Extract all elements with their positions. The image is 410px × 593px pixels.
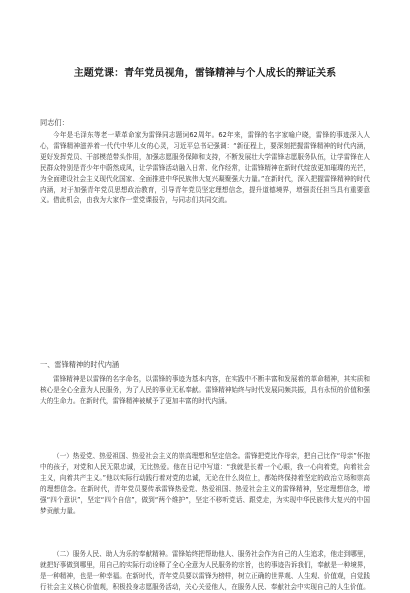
greeting: 同志们： <box>40 118 69 127</box>
point-one-paragraph: （一）热爱党、热爱祖国、热爱社会主义的崇高理想和坚定信念。雷锋把党比作母亲，把自己比作“母亲”怀抱中的孩子，对党和人民无限忠诚，无比热爱。他在日记中写道：“我就是长着一个心眼，我一心向着党，向着社会主义，向着共产主义。”他以实际行动践行着对党的忠诚，无论在什么岗位上，都始终保持着坚定的政治立场和崇高的理想信念。在新时代，青年党员要传承雷锋热爱党、热爱祖国、热爱社会主义的雷锋精神，坚定理想信念，增强“四个意识”，坚定“四个自信”，做到“两个维护”，坚定不移听党话、跟党走，为实现中华民族伟大复兴的中国梦贡献力量。 <box>40 452 370 515</box>
section-heading: 一、雷锋精神的时代内涵 <box>40 360 120 369</box>
intro-paragraph: 今年是毛泽东等老一辈革命家为雷锋同志题词62周年。62年来，雷锋的名字家喻户晓，雷锋的事迹深入人心，雷锋精神滋养着一代代中华儿女的心灵，习近平总书记强调：“新征程上，要深刻把握雷锋精神的时代内涵，更好发挥党员、干部模范带头作用，加强志愿服务保障和支持，不断发展壮大学雷锋志愿服务队伍，让学雷锋在人民群众特别是青少年中蔚然成风，让学雷锋活动融入日常、化作经常，让雷锋精神在新时代绽放更加璀璨的光芒，为全面建设社会主义现代化国家、全面推进中华民族伟大复兴凝聚强大力量。”在新时代，深入把握雷锋精神的时代内涵，对于加强青年党员思想政治教育，引导青年党员坚定理想信念，提升道德境界，增强责任担当具有重要意义。借此机会，由我为大家作一堂党课报告，与同志们共同交流。 <box>40 131 370 205</box>
section-intro-paragraph: 雷锋精神是以雷锋的名字命名，以雷锋的事迹为基本内容，在实践中不断丰富和发展着的革命精神，其实质和核心是全心全意为人民服务，为了人民的事业无私奉献。雷锋精神始终与时代发展同频共振，具有永恒的价值和强大的生命力。在新时代，雷锋精神被赋予了更加丰富的时代内涵。 <box>40 375 370 405</box>
point-two-paragraph: （二）服务人民、助人为乐的奉献精神。雷锋始终把帮助他人、服务社会作为自己的人生追求，他走到哪里，就把好事做到哪里，用自己的实际行动诠释了全心全意为人民服务的宗旨，也的事迹告诉我们，奉献是一种境界，是一种精神，也是一种幸福。在新时代，青年党员要以雷锋为榜样，树立正确的世界观、人生观、价值观，自觉践行社会主义核心价值观，积极投身志愿服务活动，关心关爱他人，在服务人民、奉献社会中实现自己的人生价值。 <box>40 550 370 591</box>
document-title: 主题党课：青年党员视角，雷锋精神与个人成长的辩证关系 <box>73 68 337 79</box>
